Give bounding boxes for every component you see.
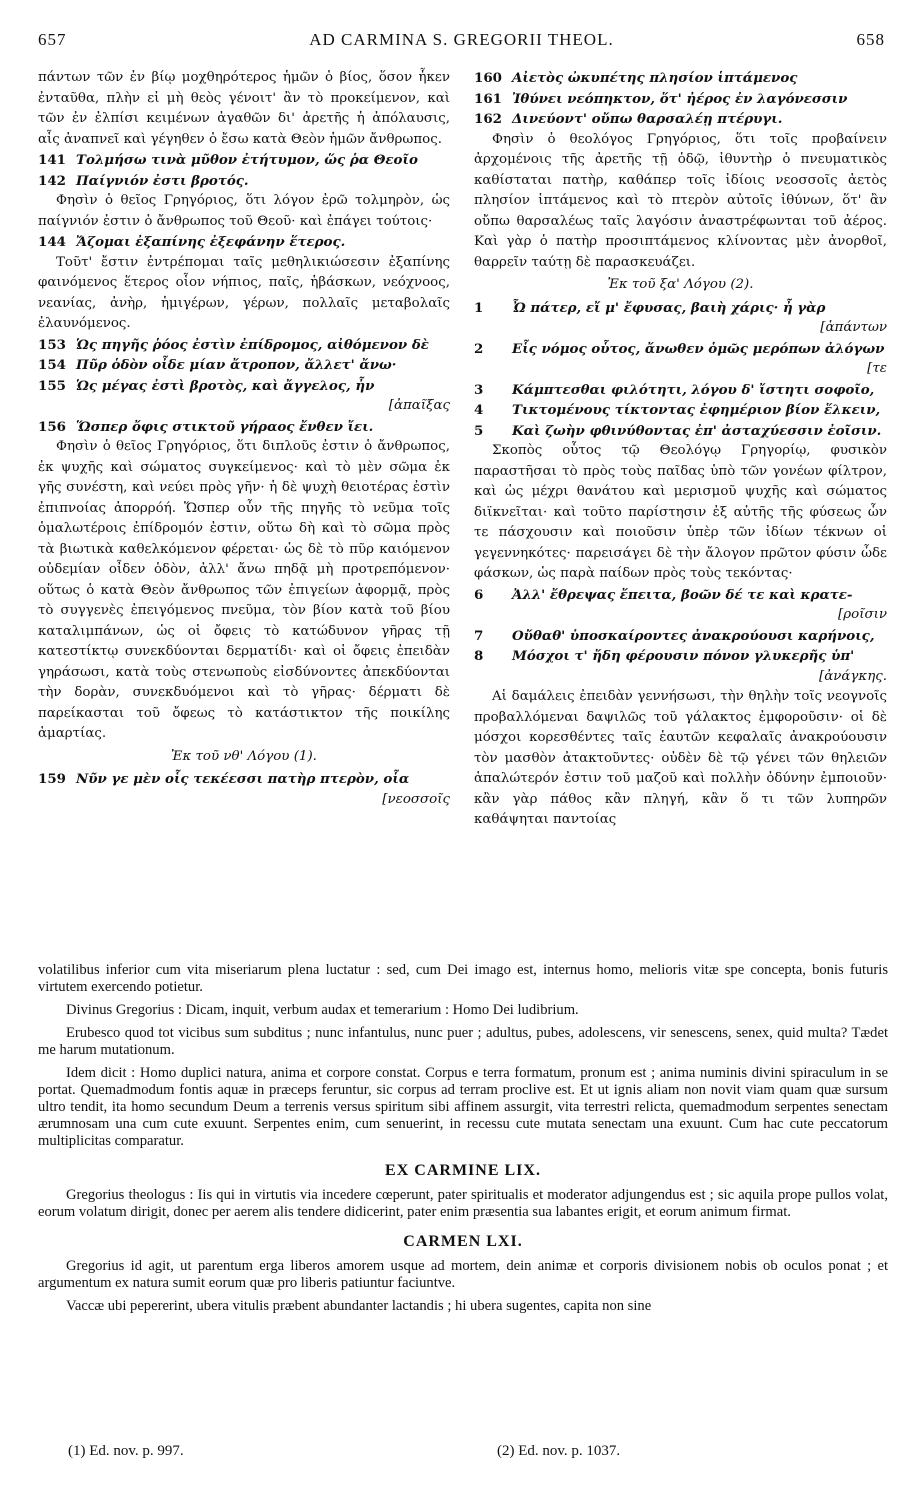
verse-line [474,585,887,626]
paragraph: Φησὶν ὁ θεῖος Γρηγόριος, ὅτι λόγον ἐρῶ τολμηρὸν, ὡς παίγνιόν ἐστιν ὁ ἄνθρωπος τοῦ Θεοῦ· καὶ ἐπάγει τούτοις· [38,193,450,229]
verse-line [38,171,450,192]
verse-continuation: [ἀνάγκης. [818,668,887,684]
latin-translation [38,962,888,1321]
verse-text: Ὡς πηγῆς ῥόος ἐστὶν ἐπίδρομος, αἰθόμενον δὲ [76,336,429,353]
paragraph: Idem dicit : Homo duplici natura, anima et corpore constat. Corpus e terra formatum, pronum est ; anima numinis divini spiraculum in se portat. Quemadmodum fontis aquæ in præceps feruntur, sic corpus ad terram proclive est. Et ut ignis aliam non novit viam quam quæ sursum ultro tendit, ita homo secundum Deum a terrenis versus spiritum sibi affinem assurgit, vita terrestri relicta, quemadmodum serpentes senectam ærumnosam una cum cute exuunt. Serpentes enim, cum senuerint, in recessu cute mutata senectam una exuunt. Cum hac cute peccatorum multiplicitas comparatur. [38,1065,888,1149]
verse-number: 156 [38,418,66,435]
running-header [38,30,885,52]
verse-line [474,68,887,89]
verse-number: 3 [474,381,484,398]
verse-line [474,421,887,442]
verse-text: Κάμπτεσθαι φιλότητι, λόγου δ' ἴστητι σοφοῖο, [512,381,875,398]
verse-line [38,150,450,171]
footnote-right: (2) Ed. nov. p. 1037. [497,1443,621,1459]
paragraph: Τοῦτ' ἔστιν ἐντρέπομαι ταῖς μεθηλικιώσεσιν ἐξαπίνης φαινόμενος ἕτερος οἷον νήπιος, παῖς, ἡβάσκων, νεόχνοος, νεανίας, ἀνὴρ, ἡμιγέρων, γέρων, πολλαῖς μεταβολαῖς ἐλαυνόμενος. [38,254,450,331]
verse-number: 160 [474,70,502,86]
verse-number: 155 [38,377,66,394]
verse-text: Ἰθύνει νεόπηκτον, ὅτ' ἠέρος ἐν λαγόνεσσιν [512,90,848,107]
verse-continuation: [νεοσσοῖς [382,791,450,807]
verse-line [474,400,887,421]
verse-text: Ἀλλ' ἔθρεψας ἔπειτα, βοῶν δέ τε καὶ κρατε- [512,586,853,603]
verse-line [38,769,450,810]
paragraph: Σκοπὸς οὗτος τῷ Θεολόγῳ Γρηγορίῳ, φυσικὸν παραστῆσαι τὸ πρὸς τοὺς παῖδας ὑπὸ τῶν γονέων φίλτρον, καὶ ὡς μέχρι θανάτου καὶ μερισμοῦ ψυχῆς καὶ σώματος διϊκνεῖται· καὶ τοῦτο παρίστησιν ἐξ αὐτῆς τῆς φύσεως ὧν τε πάσχουσιν καὶ ποιοῦσιν ὑπὲρ τῶν ἰδίων τέκνων οἱ γεγεννηκότες· παρεισάγει δὲ τὴν ἄλογον πρῶτον φύσιν ὧδε φάσκων, ὡς παρὰ παίδων πρὸς τοὺς τεκόντας· [474,443,887,581]
verse-number: 154 [38,357,66,373]
verse-number: 1 [474,299,484,316]
verse-line [474,89,887,110]
verse-text: Ἄζομαι ἐξαπίνης ἐξεφάνην ἕτερος. [76,234,346,250]
verse-number: 4 [474,402,484,418]
verse-number: 142 [38,172,66,189]
verse-line [38,376,450,417]
verse-text: Εἷς νόμος οὗτος, ἄνωθεν ὁμῶς μερόπων ἀλόγων [512,340,885,357]
verse-continuation: [ἁπάντων [820,320,887,335]
section-heading: Ἐκ τοῦ ξα' Λόγου (2). [607,277,754,292]
page-number-left: 657 [38,30,67,49]
verse-number: 153 [38,336,66,353]
verse-number: 8 [474,648,484,664]
paragraph: Φησὶν ὁ θεολόγος Γρηγόριος, ὅτι τοῖς προβαίνειν ἀρχομένοις τῆς ἀρετῆς τῇ ὁδῷ, ἰθυντὴρ ὁ πνευματικὸς καθίσταται πατὴρ, καθάπερ τοῖς ἰδίοις νεοσσοῖς ἀετὸς πλησίον ἱπτάμενος καὶ τὸ πτερὸν αὐτοῖς ἰθύνων, ὅτ' ἂν οὔπω θαρσαλέως ταῖς λαγόσιν ἀναστρέφωνται τοῦ ἀέρος. Καὶ γὰρ ὁ πατὴρ προσιπτάμενος κλίνοντας μὲν ἀνορθοῖ, θαρρεῖν ταύτῃ δὲ παρασκευάζει. [474,131,887,270]
verse-text: Μόσχοι τ' ἤδη φέρουσιν πόνον γλυκερῆς ὑπ' [512,648,855,664]
paragraph: πάντων τῶν ἐν βίῳ μοχθηρότερος ἡμῶν ὁ βίος, ὅσον ἧκεν ἐνταῦθα, πλὴν εἰ μὴ θεὸς γένοιτ' ἂν τὸ προκείμενον, καὶ τῶν ἐν ἐλπίσι κειμένων ἀγαθῶν δι' ἀρετῆς ἡ ἀπόλαυσις, αἷς ἀναπνεῖ καὶ γέγηθεν ὁ ἔσω κατὰ Θεὸν ἡμῶν ἄνθρωπος. [38,70,450,147]
paragraph: Divinus Gregorius : Dicam, inquit, verbum audax et temerarium : Homo Dei ludibrium. [66,1002,579,1018]
section-title: EX CARMINE LIX. [385,1162,541,1179]
verse-line [38,232,450,253]
paragraph: Gregorius theologus : Iis qui in virtutis via incedere cœperunt, pater spiritualis et moderator adjungendus est ; sic aquila prope pullos volat, eorum volatum dirigit, donec per aerem alis tendere didicerint, pater enim præsentia sua labantes erigit, et eorum animum firmat. [38,1187,888,1220]
verse-line [474,109,887,130]
verse-number: 141 [38,152,66,168]
verse-text: Καὶ ζωὴν φθινύθοντας ἐπ' ἀσταχύεσσιν ἐοῖσιν. [512,422,882,439]
verse-text: Αἰετὸς ὠκυπέτης πλησίον ἱπτάμενος [512,70,798,86]
section-title: CARMEN LXI. [403,1233,523,1250]
paragraph: Gregorius id agit, ut parentum erga liberos amorem usque ad mortem, dein animæ et corporis divisionem nobis ob oculos ponat ; et argumentum ex natura sumit eorum quæ pro liberis patiuntur faciuntve. [38,1258,888,1291]
verse-number: 161 [474,90,502,107]
verse-text: Τικτομένους τίκτοντας ἐφημέριον βίον ἕλκειν, [512,402,881,418]
verse-number: 7 [474,627,484,644]
verse-text: Νῦν γε μὲν οἷς τεκέεσσι πατὴρ πτερὸν, οἷα [76,771,410,787]
verse-text: Ὦ πάτερ, εἴ μ' ἔφυσας, βαιὴ χάρις· ἦ γὰρ [512,299,826,316]
page-number-right: 658 [856,30,885,49]
verse-text: Τολμήσω τινὰ μῦθον ἐτήτυμον, ὥς ῥα Θεοῖο [76,152,418,168]
paragraph: Αἱ δαμάλεις ἐπειδὰν γεννήσωσι, τὴν θηλὴν τοῖς νεογνοῖς προβαλλόμεναι δαψιλῶς τοῦ γάλακτος ἐμφοροῦσιν· οἱ δὲ μόσχοι κορεσθέντες ταῖς ἑαυτῶν κεφαλαῖς ἀνακρούουσιν τὸν μασθὸν ἀτακτοῦντες· οὐδὲν δὲ τῷ γένει τῶν θηλειῶν ἁπαλώτερόν ἐστιν τοῦ μαζοῦ καὶ πολλὴν ὀδύνην ἐμποιοῦν· κἂν γὰρ πάθος κἂν πληγή, κἂν ὅ τι τῶν λυπηρῶν καθάψηται παντοίας [474,689,887,827]
verse-line [474,646,887,687]
verse-continuation: [ροῖσιν [838,607,887,622]
verse-continuation: [ἀπαῖξας [388,398,450,413]
verse-number: 2 [474,340,484,357]
verse-text: Οὔθαθ' ὑποσκαίροντες ἀνακρούουσι καρήνοις, [512,627,875,644]
verse-text: Ὡς μέγας ἐστὶ βροτὸς, καὶ ἄγγελος, ἦν [76,377,375,394]
verse-line [38,335,450,356]
verse-number: 162 [474,111,502,127]
verse-text: Ὥσπερ ὄφις στικτοῦ γήραος ἔνθεν ἴει. [76,418,374,435]
paragraph: Erubesco quod tot vicibus sum subditus ; nunc infantulus, nunc puer ; adultus, pubes, adolescens, vir senescens, senex, quid multa? Tædet me harum mutationum. [38,1025,888,1058]
verse-line [474,380,887,401]
verse-line [38,355,450,376]
footnote-left: (1) Ed. nov. p. 997. [68,1443,184,1459]
greek-column-left [38,68,450,810]
running-title: AD CARMINA S. GREGORII THEOL. [309,30,614,49]
verse-number: 6 [474,586,484,603]
verse-number: 144 [38,234,66,250]
verse-number: 159 [38,771,66,787]
paragraph: Vaccæ ubi pepererint, ubera vitulis præbent abundanter lactandis ; hi ubera sugentes, capita non sine [66,1298,652,1314]
verse-text: Δινεύοντ' οὔπω θαρσαλέῃ πτέρυγι. [512,111,783,127]
verse-line [474,298,887,339]
verse-line [474,339,887,380]
verse-number: 5 [474,422,484,439]
greek-column-right [474,68,887,831]
verse-text: Παίγνιόν ἐστι βροτός. [76,172,249,189]
paragraph: Φησὶν ὁ θεῖος Γρηγόριος, ὅτι διπλοῦς ἐστιν ὁ ἄνθρωπος, ἐκ ψυχῆς καὶ σώματος συγκείμενος· καὶ τὸ μὲν σῶμα ἐκ γῆς συνέστη, καὶ νεύει πρὸς γῆν· ἡ δὲ ψυχὴ θειοτέρας ἐστὶν ἐπιπνοίας ἀπορρόή. Ὥσπερ οὖν τῆς πηγῆς τὸ νεῦμα τοῖς ὁμαλωτέροις ἐπίδρομόν ἐστιν, οὕτω δὴ καὶ τὸ σῶμα πρὸς τὰ βιωτικὰ καθελκόμενον φέρεται· ὡς δὲ τὸ πῦρ καιόμενον οὐδεμίαν οἶδεν ὁδὸν, ἀλλ' ἄνω πηδᾷ μὴ προτρεπόμενον· οὕτως ὁ κατὰ Θεὸν ἄνθρωπος τῶν ἐπιγείων ἀφορμᾷ, πρὸς τὸ συγγενὲς ἐπειγόμενος πνεῦμα, τὸν βίον κατὰ τοῦ βίου καταλιμπάνων, ὡς οἱ ὄφεις τὸ κατώδυνον γῆρας τῇ κατεστίκτῳ συνεκδύονται δερματίδι· καὶ οἱ ὄφεις ἐπειδὰν γηράσωσι, κατὰ τοὺς στενωποὺς εἰσδύνοντες ἀπεκδύονται τὴν δορὰν, συνεκδυόμενοι καὶ τὸ γῆρας· δέρματι δὲ παρείκασται τοῦ ὄφεως τὸ κατάστικτον τῆς ποικίλης ἁμαρτίας. [38,439,450,741]
verse-line [38,417,450,438]
verse-text: Πῦρ ὁδὸν οἶδε μίαν ἄτροπον, ἄλλετ' ἄνω· [76,357,397,373]
verse-line [474,626,887,647]
paragraph: volatilibus inferior cum vita miseriarum plena luctatur : sed, cum Dei imago est, internus homo, melioris vitæ spe concepta, bonis futuris virtutem exercendo potietur. [38,962,888,995]
section-heading: Ἐκ τοῦ νθ' Λόγου (1). [171,748,317,764]
verse-continuation: [τε [867,361,887,376]
